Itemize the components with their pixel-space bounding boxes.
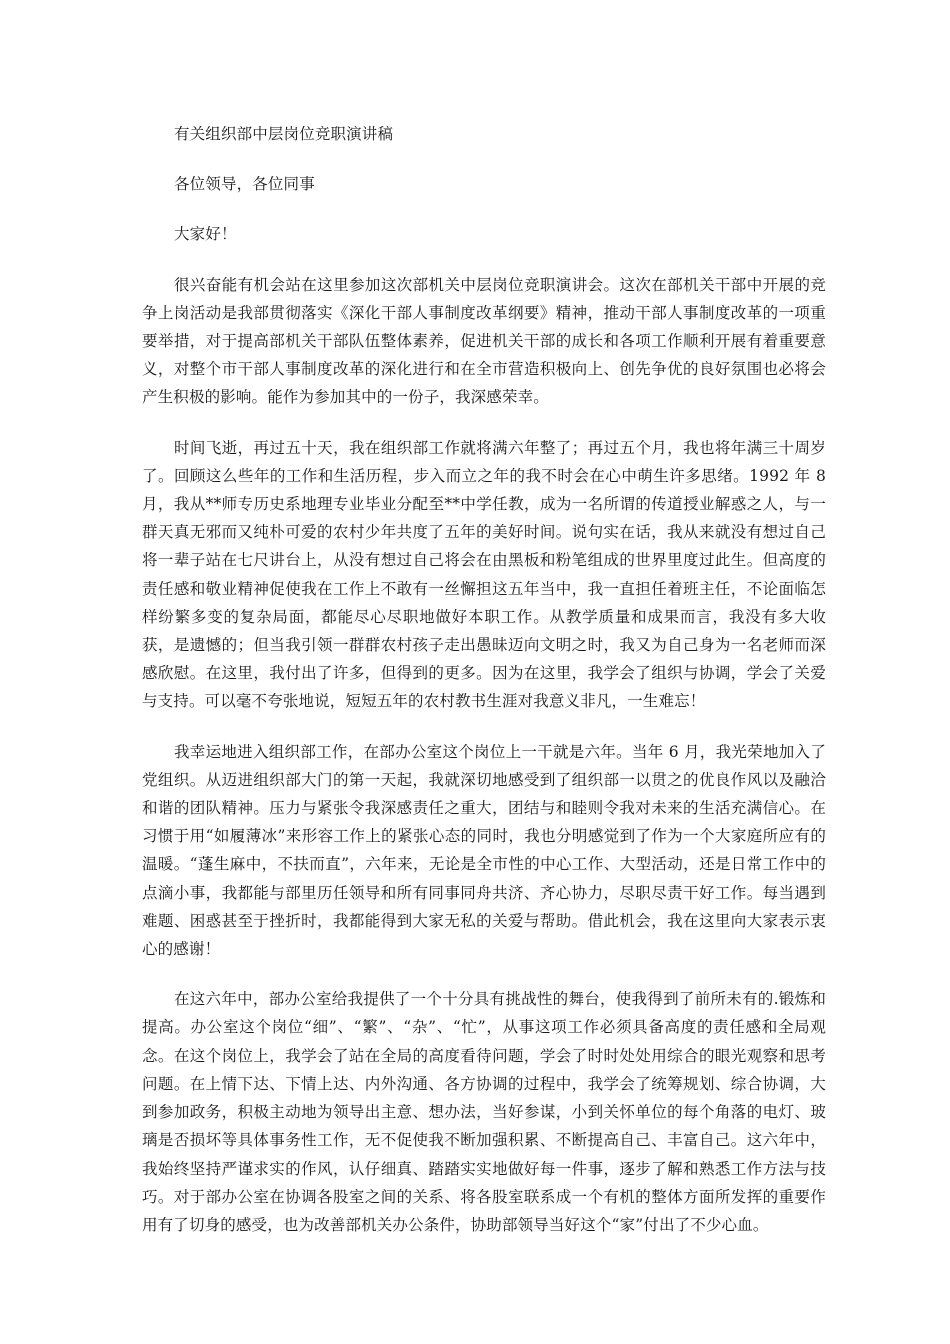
body-paragraph-3: 我幸运地进入组织部工作，在部办公室这个岗位上一干就是六年。当年 6 月，我光荣地加入了党组织。从迈进组织部大门的第一天起，我就深切地感受到了组织部一以贯之的优良作风以及融洽和谐的团队精神。压力与紧张令我深感责任之重大，团结与和睦则令我对未来的生活充满信心。在习惯于用“如履薄冰”来形容工作上的紧张心态的同时，我也分明感觉到了作为一个大家庭所应有的温暖。“蓬生麻中，不扶而直”，六年来，无论是全市性的中心工作、大型活动，还是日常工作中的点滴小事，我都能与部里历任领导和所有同事同舟共济、齐心协力，尽职尽责干好工作。每当遇到难题、困惑甚至于挫折时，我都能得到大家无私的关爱与帮助。借此机会，我在这里向大家表示衷心的感谢！ (142, 742, 826, 959)
body-paragraph-1: 很兴奋能有机会站在这里参加这次部机关中层岗位竞职演讲会。这次在部机关干部中开展的竞争上岗活动是我部贯彻落实《深化干部人事制度改革纲要》精神，推动干部人事制度改革的一项重要举措，对于提高部机关干部队伍整体素养，促进机关干部的成长和各项工作顺利开展有着重要意义，对整个市干部人事制度改革的深化进行和在全市营造积极向上、创先争优的良好氛围也必将会产生积极的影响。能作为参加其中的一份子，我深感荣幸。 (142, 275, 826, 407)
greeting: 大家好！ (174, 225, 237, 244)
document-page (142, 120, 826, 1261)
document-title: 有关组织部中层岗位竞职演讲稿 (174, 125, 394, 143)
salutation: 各位领导，各位同事 (174, 175, 315, 194)
body-paragraph-2: 时间飞逝，再过五十天，我在组织部工作就将满六年整了；再过五个月，我也将年满三十周岁了。回顾这么些年的工作和生活历程，步入而立之年的我不时会在心中萌生许多思绪。1992 年 8 月，我从**师专历史系地理专业毕业分配至**中学任教，成为一名所谓的传道授业解惑之人，与一群天真无邪而又纯朴可爱的农村少年共度了五年的美好时间。说句实在话，我从来就没有想过自己将一辈子站在七尺讲台上，从没有想过自己将会在由黑板和粉笔组成的世界里度过此生。但高度的责任感和敬业精神促使我在工作上不敢有一丝懈担这五年当中，我一直担任着班主任，不论面临怎样纷繁多变的复杂局面，都能尽心尽职地做好本职工作。从教学质量和成果而言，我没有多大收获，是遗憾的；但当我引领一群群农村孩子走出愚昧迈向文明之时，我又为自己身为一名老师而深感欣慰。在这里，我付出了许多，但得到的更多。因为在这里，我学会了组织与协调，学会了关爱与支持。可以毫不夸张地说，短短五年的农村教书生涯对我意义非凡，一生难忘！ (142, 438, 826, 711)
body-paragraph-4: 在这六年中，部办公室给我提供了一个十分具有挑战性的舞台，使我得到了前所未有的.锻炼和提高。办公室这个岗位“细”、“繁”、“杂”、“忙”，从事这项工作必须具备高度的责任感和全局观念。在这个岗位上，我学会了站在全局的高度看待问题，学会了时时处处用综合的眼光观察和思考问题。在上情下达、下情上达、内外沟通、各方协调的过程中，我学会了统筹规划、综合协调，大到参加政务，积极主动地为领导出主意、想办法，当好参谋，小到关怀单位的每个角落的电灯、玻璃是否损坏等具体事务性工作，无不促使我不断加强积累、不断提高自己、丰富自己。这六年中，我始终坚持严谨求实的作风，认仔细真、踏踏实实地做好每一件事，逐步了解和熟悉工作方法与技巧。对于部办公室在协调各股室之间的关系、将各股室联系成一个有机的整体方面所发挥的重要作用有了切身的感受，也为改善部机关办公条件，协助部领导当好这个“家”付出了不少心血。 (142, 990, 826, 1234)
